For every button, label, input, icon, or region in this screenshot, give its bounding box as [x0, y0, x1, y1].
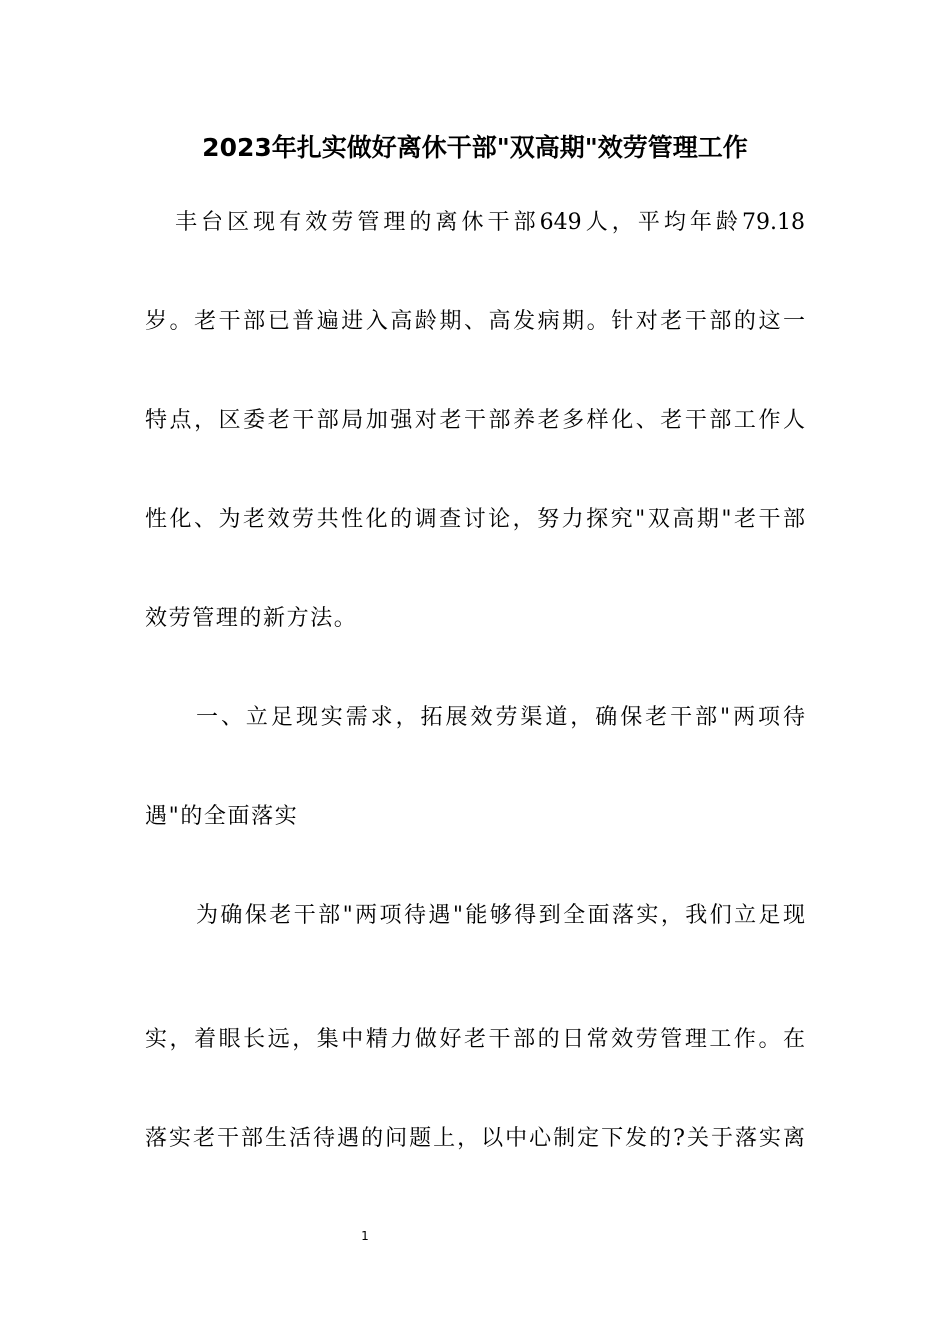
page-number: 1: [361, 1229, 369, 1243]
paragraph-line-3: 特点，区委老干部局加强对老干部养老多样化、老干部工作人: [145, 408, 805, 433]
paragraph-line-2: 岁。老干部已普遍进入高龄期、高发病期。针对老干部的这一: [145, 309, 805, 334]
paragraph-line-8: 落实老干部生活待遇的问题上，以中心制定下发的?关于落实离: [145, 1126, 805, 1151]
paragraph-line-6: 为确保老干部"两项待遇"能够得到全面落实，我们立足现: [196, 903, 805, 928]
paragraph-line-5: 效劳管理的新方法。: [145, 606, 358, 631]
paragraph-line-7: 实，着眼长远，集中精力做好老干部的日常效劳管理工作。在: [145, 1027, 805, 1052]
document-title: 2023年扎实做好离休干部"双高期"效劳管理工作: [202, 133, 748, 162]
paragraph-line-4: 性化、为老效劳共性化的调查讨论，努力探究"双高期"老干部: [145, 507, 805, 532]
section-heading-line-2: 遇"的全面落实: [145, 804, 299, 829]
paragraph-line-1: 丰台区现有效劳管理的离休干部649人，平均年龄79.18: [175, 210, 805, 235]
section-heading-line-1: 一、立足现实需求，拓展效劳渠道，确保老干部"两项待: [196, 705, 805, 730]
